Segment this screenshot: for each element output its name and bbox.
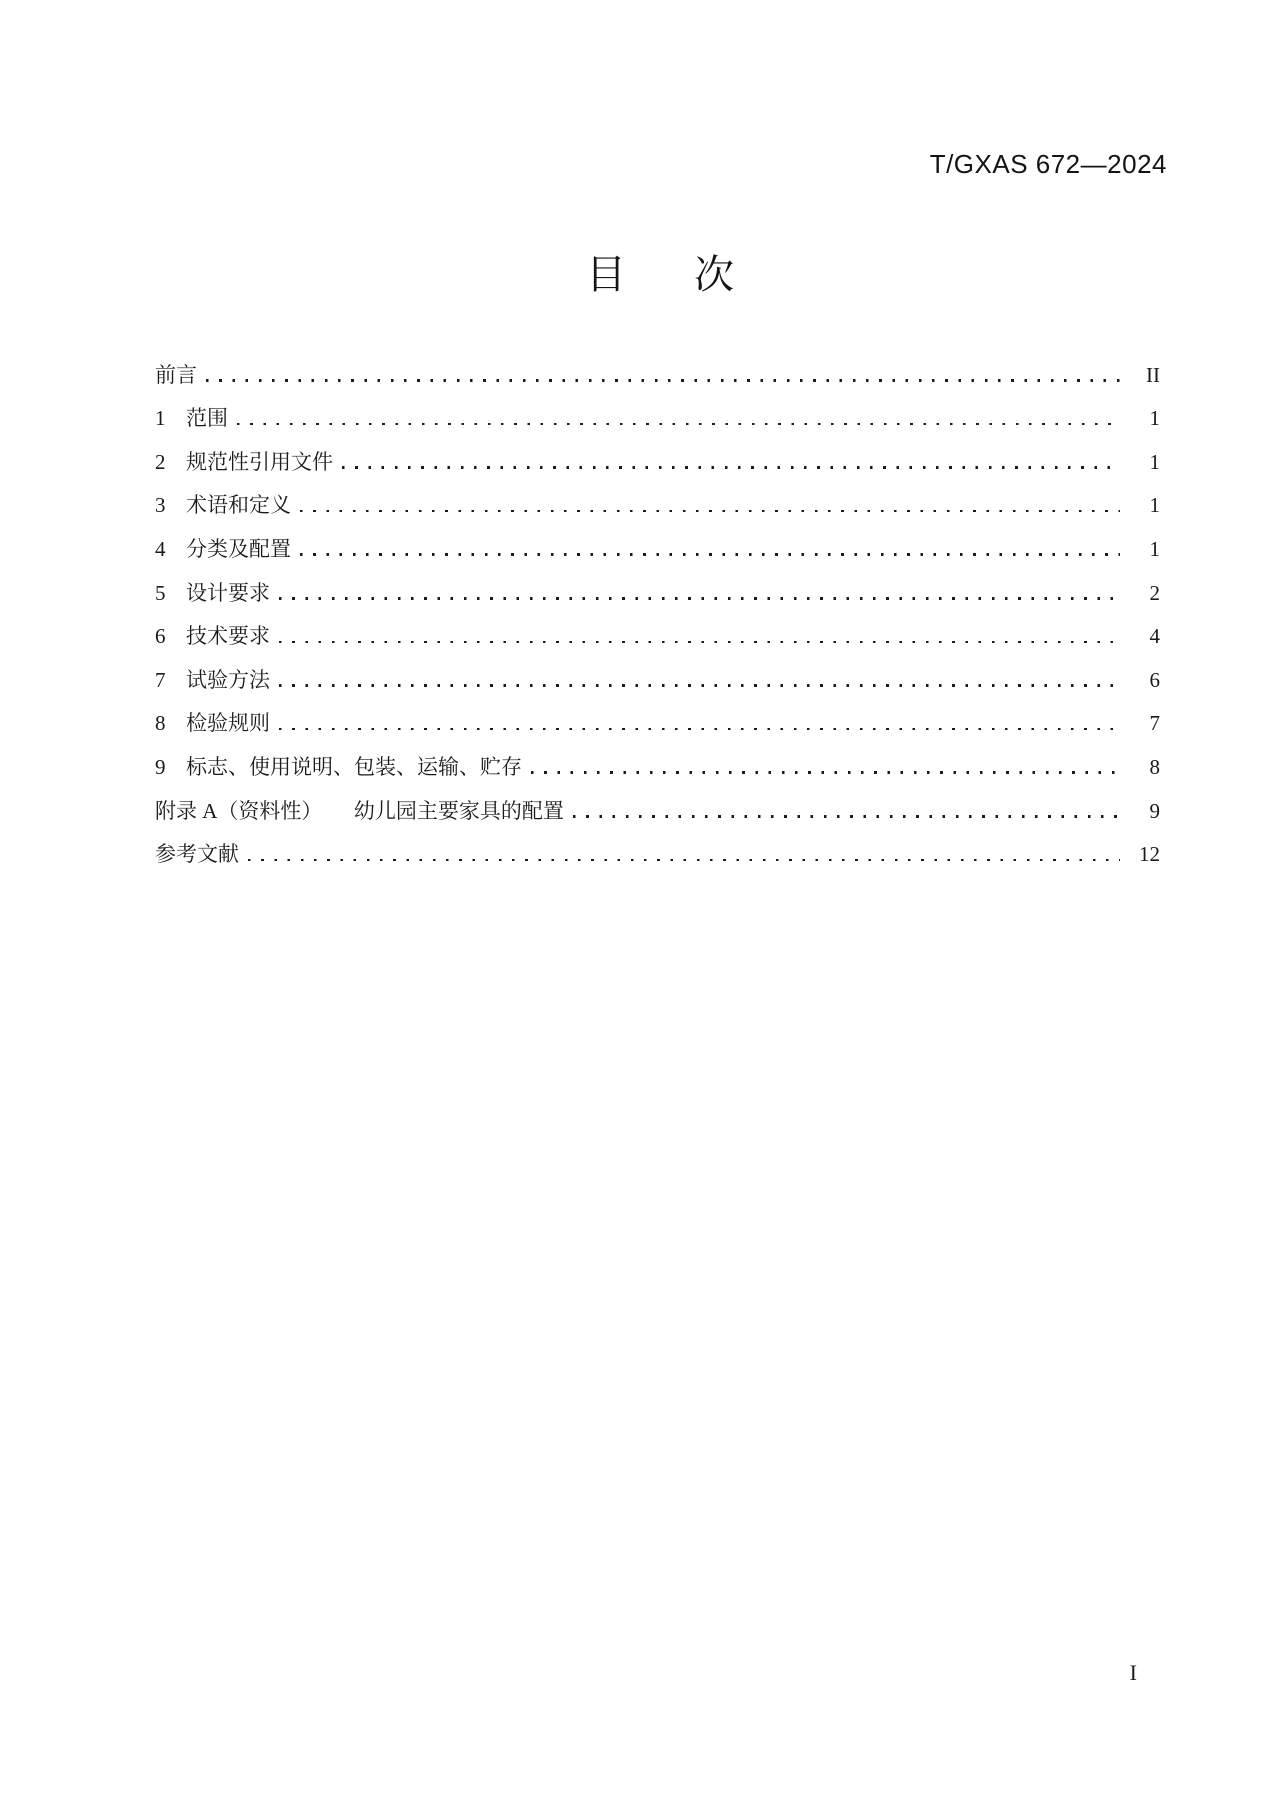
toc-entry-number: 2 <box>155 449 166 474</box>
dot-leader <box>300 510 1120 513</box>
toc-entry-number: 6 <box>155 624 166 649</box>
toc-row <box>155 518 1160 562</box>
standard-number-header: T/GXAS 672—2024 <box>929 149 1167 179</box>
toc-entry-title: 分类及配置 <box>186 536 291 561</box>
toc-entry-page: 6 <box>1149 667 1160 692</box>
toc-entry-title: 检验规则 <box>186 711 270 736</box>
toc-row <box>155 824 1160 868</box>
toc-entry-title: 技术要求 <box>186 624 270 649</box>
footer-page-number: I <box>1129 1660 1137 1685</box>
toc-entry-number: 5 <box>155 580 166 605</box>
toc-entry-number: 7 <box>155 667 166 692</box>
toc-entry-title: 术语和定义 <box>186 493 291 518</box>
toc-row <box>155 693 1160 737</box>
dot-leader <box>573 815 1120 818</box>
toc-entry-page: 12 <box>1139 842 1160 867</box>
toc-entry-number: 4 <box>155 536 166 561</box>
toc-entry-number: 1 <box>155 406 166 431</box>
toc-entry-page: 1 <box>1149 406 1160 431</box>
toc-entry-page: 9 <box>1149 798 1160 823</box>
toc-row <box>155 388 1160 432</box>
toc-entry-number: 8 <box>155 711 166 736</box>
toc-entry-page: 1 <box>1149 493 1160 518</box>
toc-entry-number: 3 <box>155 493 166 518</box>
dot-leader <box>279 684 1120 687</box>
page-title: 目 次 <box>586 253 748 297</box>
toc-row <box>155 606 1160 650</box>
toc-entry-page: 1 <box>1149 536 1160 561</box>
toc-entry-number: 9 <box>155 754 166 779</box>
dot-leader <box>279 728 1120 731</box>
dot-leader <box>279 641 1120 644</box>
toc-row <box>155 736 1160 780</box>
toc-row <box>155 475 1160 519</box>
toc-row <box>155 344 1160 388</box>
toc-entry-title: 范围 <box>186 406 228 431</box>
dot-leader <box>206 379 1120 382</box>
toc-entry-title: 标志、使用说明、包装、运输、贮存 <box>186 754 522 779</box>
toc-entry-page: 8 <box>1149 754 1160 779</box>
dot-leader <box>237 423 1120 426</box>
dot-leader <box>248 859 1120 862</box>
toc-entry-page: II <box>1146 362 1160 387</box>
dot-leader <box>279 597 1120 600</box>
toc-entry-title: 试验方法 <box>186 667 270 692</box>
toc-entry-page: 1 <box>1149 449 1160 474</box>
dot-leader <box>342 466 1120 469</box>
toc-entry-title: 设计要求 <box>186 580 270 605</box>
toc-entry-page: 2 <box>1149 580 1160 605</box>
toc-row <box>155 780 1160 824</box>
toc-entry-title: 附录 A（资料性） 幼儿园主要家具的配置 <box>155 798 564 823</box>
toc-row <box>155 562 1160 606</box>
toc-entry-title: 规范性引用文件 <box>186 449 333 474</box>
dot-leader <box>531 771 1120 774</box>
toc-row <box>155 649 1160 693</box>
toc-entry-title: 前言 <box>155 362 197 387</box>
dot-leader <box>300 553 1120 556</box>
toc-entry-page: 7 <box>1149 711 1160 736</box>
table-of-contents <box>155 344 1160 867</box>
toc-entry-title: 参考文献 <box>155 842 239 867</box>
toc-entry-page: 4 <box>1149 624 1160 649</box>
toc-row <box>155 431 1160 475</box>
